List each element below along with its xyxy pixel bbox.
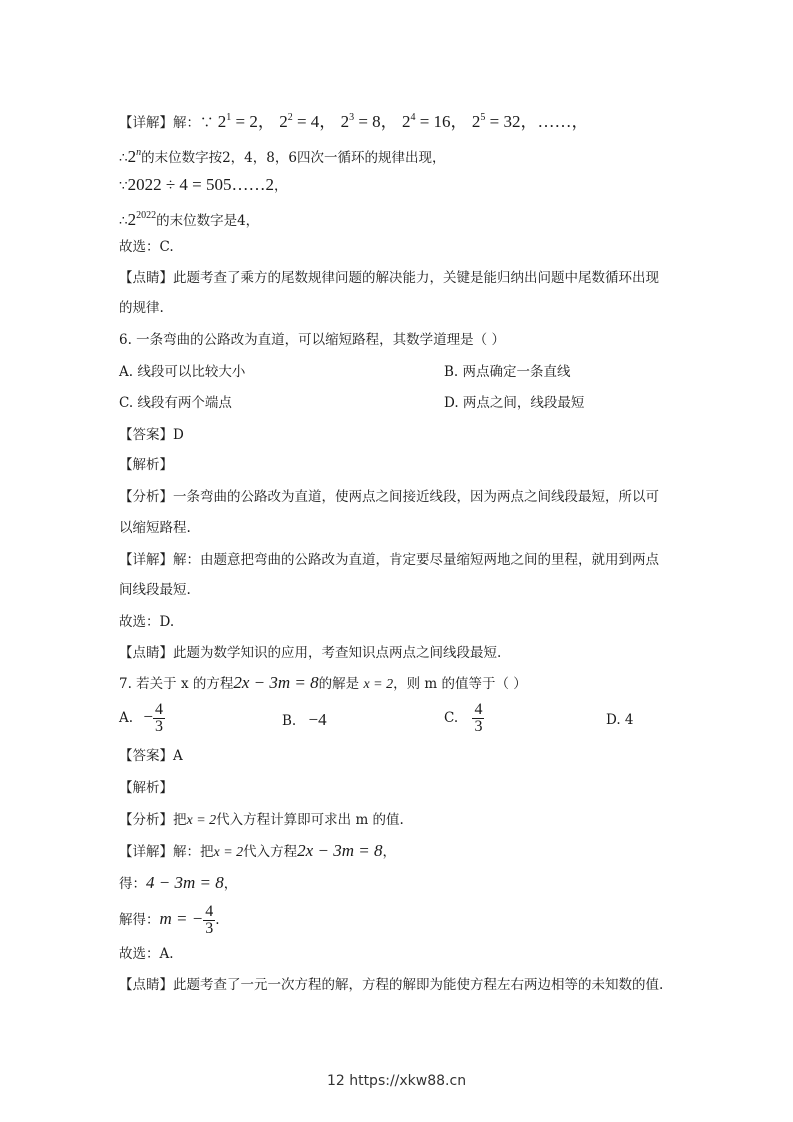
q6-analysis-heading: 【解析】: [119, 457, 173, 473]
comment-line-1: 【点睛】此题考查了乘方的尾数规律问题的解决能力，关键是能归纳出问题中尾数循环出现: [119, 270, 659, 286]
q6-option-b: B. 两点确定一条直线: [444, 364, 571, 380]
detail-line-powers: 【详解】解：∵ $2^1 = 2$， $2^2 = 4$， $2^3 = 8$， $2^4 = 16$， $2^5 = 32$，……，: [119, 112, 589, 131]
q7-comment: 【点睛】此题考查了一元一次方程的解，方程的解即为能使方程左右两边相等的未知数的值.: [119, 977, 664, 993]
detail-line-division: ∵2022 ÷ 4 = 505……2，: [119, 175, 288, 194]
detail-line-cycle: ∴2$^n$的末位数字按2，4，8，6四次一循环的规律出现，: [119, 147, 446, 166]
q6-option-d: D. 两点之间，线段最短: [444, 395, 585, 411]
q7-analysis: 【分析】把x = 2代入方程计算即可求出 m 的值.: [119, 812, 404, 828]
comment-line-2: 的规律.: [119, 300, 164, 316]
q7-analysis-heading: 【解析】: [119, 780, 173, 796]
question-6: 6. 一条弯曲的公路改为直道，可以缩短路程，其数学道理是（ ）: [119, 332, 505, 348]
q6-option-a: A. 线段可以比较大小: [119, 364, 246, 380]
q7-answer: 【答案】A: [119, 748, 183, 764]
question-7: 7. 若关于 x 的方程2x − 3m = 8的解是 x = 2，则 m 的值等于（ ）: [119, 673, 527, 692]
q7-option-c: C. $\frac{4}{3}$: [444, 701, 483, 735]
q7-option-d: D. 4: [606, 712, 634, 728]
q7-choice: 故选：A.: [119, 946, 174, 962]
q6-option-c: C. 线段有两个端点: [119, 395, 232, 411]
q6-detail-1: 【详解】解：由题意把弯曲的公路改为直道，肯定要尽量缩短两地之间的里程，就用到两点: [119, 552, 659, 568]
q6-analysis-1: 【分析】一条弯曲的公路改为直道，使两点之间接近线段，因为两点之间线段最短，所以可: [119, 489, 659, 505]
q6-detail-2: 间线段最短.: [119, 582, 191, 598]
q7-option-b: B. −4: [282, 710, 327, 729]
q6-answer: 【答案】D: [119, 427, 184, 443]
page-footer: 12 https://xkw88.cn: [326, 1073, 467, 1089]
choice-line: 故选：C.: [119, 239, 174, 255]
q6-analysis-2: 以缩短路程.: [119, 520, 191, 536]
q7-solution: 解得：m = − $\frac{4}{3}$ .: [119, 903, 220, 937]
q6-choice: 故选：D.: [119, 614, 175, 630]
q7-substitution: 得：4 − 3m = 8，: [119, 873, 238, 892]
q7-option-a: A. − $\frac{4}{3}$: [119, 701, 163, 735]
q7-detail: 【详解】解：把x = 2代入方程2x − 3m = 8，: [119, 841, 396, 860]
detail-line-last-digit: $\therefore 2^{2022}$的末位数字是4，: [119, 210, 260, 229]
q6-comment: 【点睛】此题为数学知识的应用，考查知识点两点之间线段最短.: [119, 645, 502, 661]
